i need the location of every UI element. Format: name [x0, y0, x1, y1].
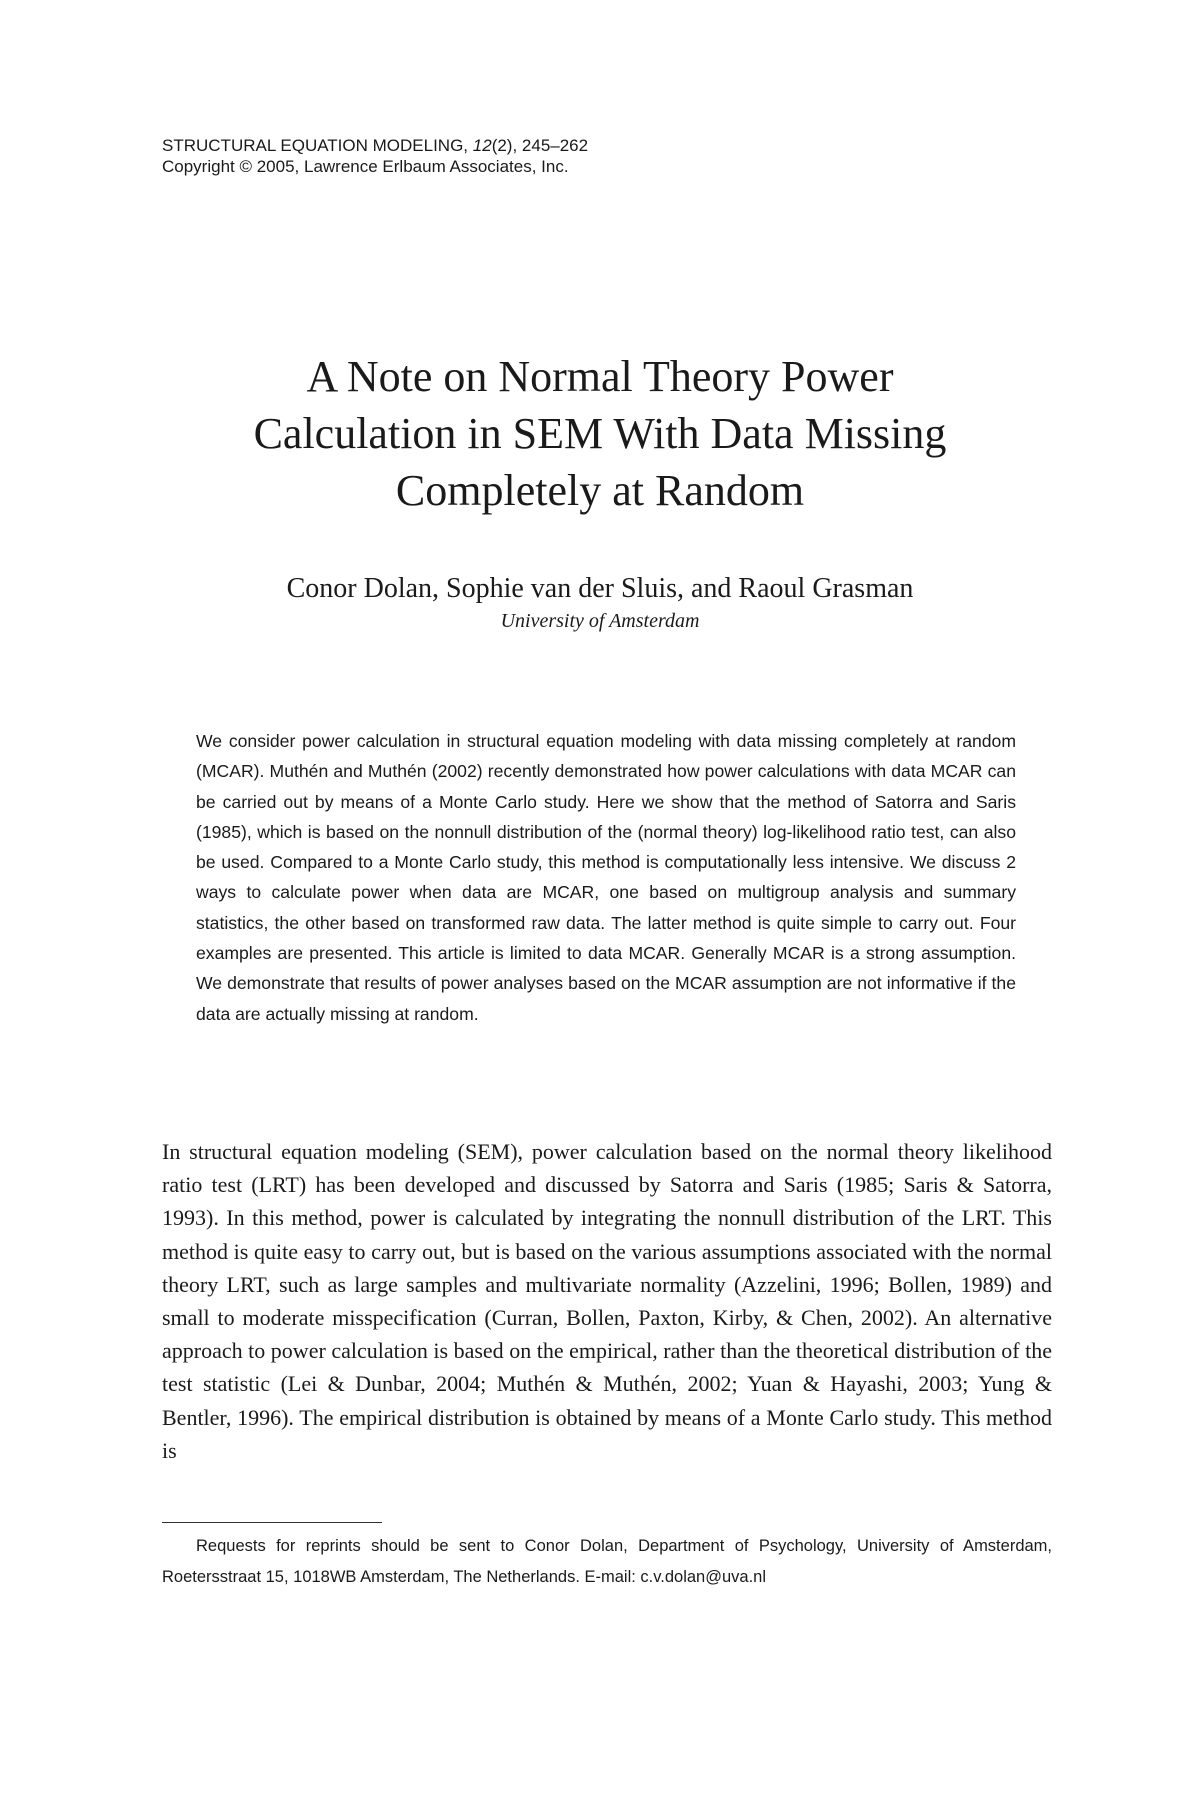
- footnote-rule: [162, 1522, 382, 1523]
- title-line: Calculation in SEM With Data Missing: [253, 409, 947, 458]
- journal-issue-pages: (2), 245–262: [491, 136, 589, 155]
- abstract: We consider power calculation in structural equation modeling with data missing completely at random (MCAR). Muthén and Muthén (2002) recently demonstrated how power calculations with data MCAR can be carried out by means of a Monte Carlo study. Here we show that the method of Satorra and Saris (1985), which is based on the nonnull distribution of the (normal theory) log-likelihood ratio test, can also be used. Compared to a Monte Carlo study, this method is computationally less intensive. We discuss 2 ways to calculate power when data are MCAR, one based on multigroup analysis and summary statistics, the other based on transformed raw data. The latter method is quite simple to carry out. Four examples are presented. This article is limited to data MCAR. Generally MCAR is a strong assumption. We demonstrate that results of power analyses based on the MCAR assumption are not informative if the data are actually missing at random.: [196, 731, 1016, 1024]
- title-line: Completely at Random: [395, 466, 805, 515]
- author-affiliation: University of Amsterdam: [500, 610, 700, 632]
- journal-volume: 12: [472, 136, 492, 155]
- body-paragraph: In structural equation modeling (SEM), power calculation based on the normal theory likelihood ratio test (LRT) has been developed and discussed by Satorra and Saris (1985; Saris & Satorra, 1993). In this method, power is calculated by integrating the nonnull distribution of the LRT. This method is quite easy to carry out, but is based on the various assumptions associated with the normal theory LRT, such as large samples and multivariate normality (Azzelini, 1996; Bollen, 1989) and small to moderate misspecification (Curran, Bollen, Paxton, Kirby, & Chen, 2002). An alternative approach to power calculation is based on the empirical, rather than the theoretical distribution of the test statistic (Lei & Dunbar, 2004; Muthén & Muthén, 2002; Yuan & Hayashi, 2003; Yung & Bentler, 1996). The empirical distribution is obtained by means of a Monte Carlo study. This method is: [162, 1139, 1052, 1463]
- article-title: [150, 348, 1050, 519]
- author-list: Conor Dolan, Sophie van der Sluis, and Raoul Grasman: [286, 573, 914, 604]
- title-line: A Note on Normal Theory Power: [306, 352, 894, 401]
- running-header: [162, 135, 962, 177]
- copyright-line: Copyright © 2005, Lawrence Erlbaum Associates, Inc.: [162, 157, 569, 176]
- journal-citation: [162, 135, 962, 156]
- footnote: Requests for reprints should be sent to Conor Dolan, Department of Psychology, University of Amsterdam, Roetersstraat 15, 1018WB Amsterdam, The Netherlands. E-mail: c.v.dolan@uva.nl: [162, 1537, 1052, 1586]
- journal-name: STRUCTURAL EQUATION MODELING,: [162, 136, 469, 155]
